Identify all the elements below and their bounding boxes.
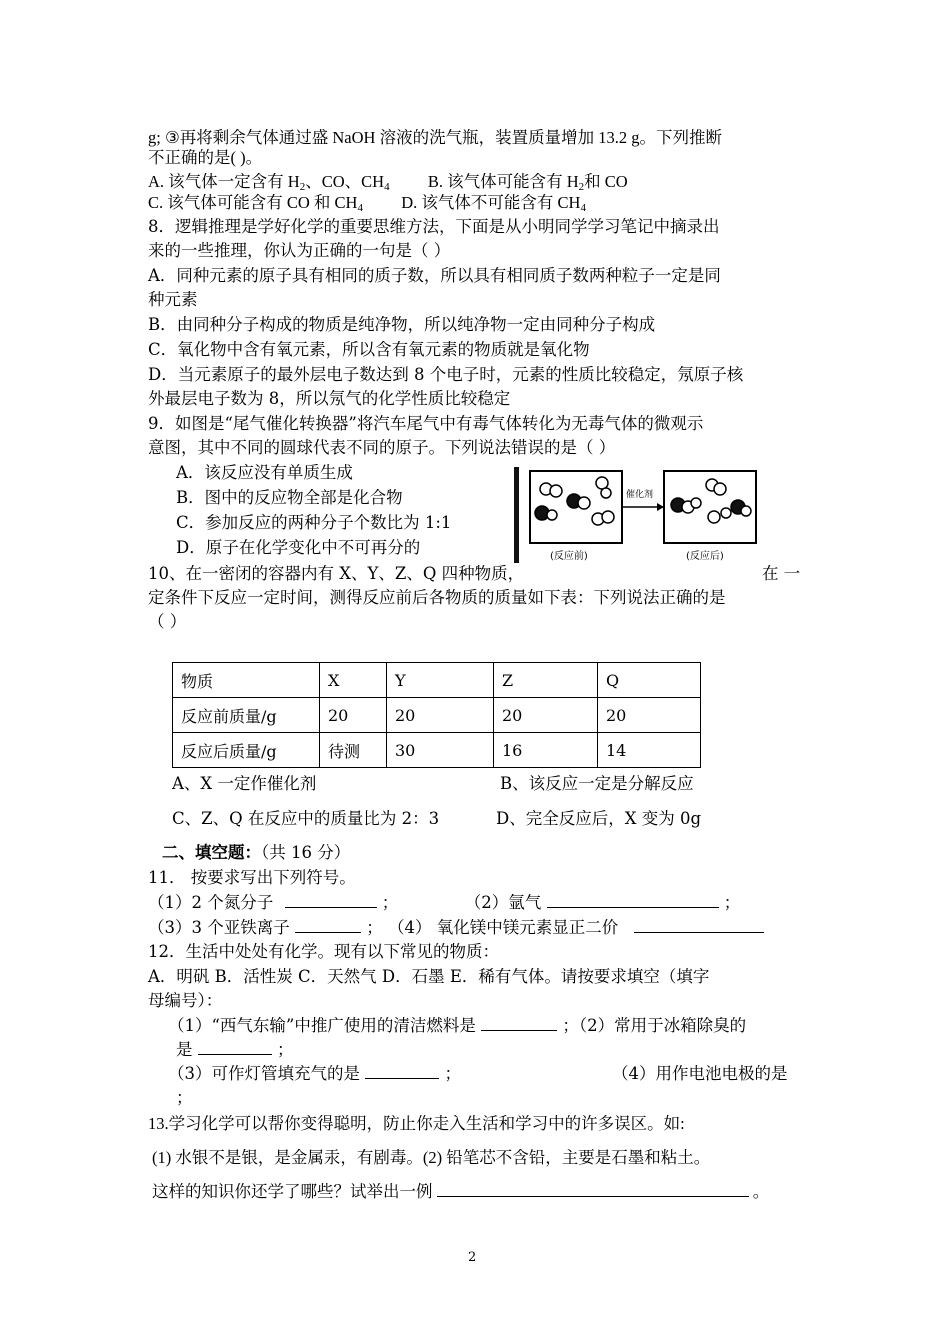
q8-option-a-2: 种元素	[148, 290, 198, 309]
before-label: (反应前)	[550, 551, 588, 562]
q11-part-3: （3）3 个亚铁离子	[148, 918, 290, 937]
q13-stem: 13.学习化学可以帮你变得聪明，防止你走入生活和学习中的许多误区。如:	[148, 1114, 685, 1133]
table-header-cell: X	[320, 663, 387, 698]
q7-option-d: D. 该气体不可能含有 $CH_4$	[401, 193, 586, 214]
q8-option-b: B．由同种分子构成的物质是纯净物，所以纯净物一定由同种分子构成	[148, 315, 656, 334]
q11-blank-4[interactable]	[634, 918, 764, 933]
table-header-cell: Z	[494, 663, 598, 698]
q12-semicolon: ；	[444, 1064, 461, 1083]
q12-row-3	[168, 1064, 461, 1084]
q10-stem-1: 10、在一密闭的容器内有 X、Y、Z、Q 四种物质，	[148, 564, 525, 583]
section-2-heading	[162, 843, 350, 863]
q11-part-1: （1）2 个氮分子	[148, 893, 274, 912]
q12-part-1: （1）“西气东输”中推广使用的清洁燃料是	[168, 1016, 476, 1035]
q12-options-cont: 母编号）：	[148, 991, 223, 1010]
catalytic-converter-figure	[514, 467, 762, 563]
q10-stem-3: （ ）	[148, 612, 187, 631]
table-cell: 16	[494, 733, 598, 768]
table-cell: 待测	[320, 733, 387, 768]
q7-line2: 不正确的是( )。	[148, 148, 263, 167]
q10-option-b: B、该反应一定是分解反应	[500, 774, 694, 793]
q7-options-ab	[148, 172, 628, 192]
q11-blank-3[interactable]	[295, 918, 361, 933]
q11-blank-2[interactable]	[547, 893, 719, 908]
q12-blank-1[interactable]	[481, 1016, 557, 1031]
after-molecules	[671, 479, 751, 523]
q7-option-a: A. 该气体一定含有 $H_2$、CO、$CH_4$	[148, 172, 390, 193]
q12-stem: 12．生活中处处有化学。现有以下常见的物质：	[148, 942, 499, 961]
table-cell: 20	[598, 698, 701, 733]
q13-prompt-text: 这样的知识你还学了哪些？试举出一例	[152, 1182, 433, 1201]
q12-blank-3[interactable]	[365, 1064, 439, 1079]
q11-blank-1[interactable]	[285, 893, 377, 908]
q10-option-a: A、X 一定作催化剂	[172, 774, 317, 793]
q11-semicolon: ；	[366, 918, 383, 937]
mass-table	[172, 662, 701, 768]
q9-option-d: D．原子在化学变化中不可再分的	[176, 538, 421, 557]
q9-stem-2: 意图，其中不同的圆球代表不同的原子。下列说法错误的是（ ）	[148, 438, 616, 457]
q11-row-1	[148, 893, 740, 913]
q12-blank-2[interactable]	[198, 1040, 272, 1055]
table-cell: 20	[494, 698, 598, 733]
q11-part-4: （4） 氧化镁中镁元素显正二价	[388, 918, 619, 937]
q10-option-c: C、Z、Q 在反应中的质量比为 2：3	[172, 809, 440, 828]
figure-left-bar	[514, 467, 519, 563]
q12-semicolon: ；	[277, 1040, 294, 1059]
table-cell: 20	[320, 698, 387, 733]
table-cell: 反应前质量/g	[173, 698, 320, 733]
q8-option-c: C．氧化物中含有氧元素，所以含有氧元素的物质就是氧化物	[148, 340, 590, 359]
table-cell: 30	[387, 733, 494, 768]
table-header-cell: Q	[598, 663, 701, 698]
q7-option-b: B. 该气体可能含有 $H_2$和 CO	[427, 172, 628, 193]
q12-part-4: （4）用作电池电极的是	[612, 1064, 788, 1083]
q10-stem-1-right: 在 一	[762, 564, 801, 583]
q8-stem-1: 8．逻辑推理是学好化学的重要思维方法，下面是从小明同学学习笔记中摘录出	[148, 217, 720, 236]
q11-row-2	[148, 918, 764, 938]
q13-examples: (1) 水银不是银，是金属汞，有剧毒。(2) 铅笔芯不含铅，主要是石墨和粘土。	[152, 1148, 711, 1167]
before-molecules	[535, 477, 614, 525]
table-cell: 反应后质量/g	[173, 733, 320, 768]
section-2-title: 二、填空题：	[162, 843, 261, 862]
q12-options: A．明矾 B．活性炭 C．天然气 D．石墨 E．稀有气体。请按要求填空（填字	[148, 967, 710, 986]
arrow-head	[657, 503, 664, 511]
q13-prompt	[152, 1182, 769, 1202]
q12-semicolon-end: ；	[176, 1088, 193, 1107]
q12-row-1	[168, 1016, 746, 1036]
q11-stem: 11． 按要求写出下列符号。	[148, 868, 356, 887]
q11-part-2: （2）氩气	[464, 893, 542, 912]
q11-semicolon: ；	[381, 893, 399, 912]
q12-part-2: ；（2）常用于冰箱除臭的	[562, 1016, 747, 1035]
table-cell: 14	[598, 733, 701, 768]
q12-part-2-cont: 是	[176, 1040, 193, 1059]
table-header-row	[173, 663, 701, 698]
after-label: (反应后)	[686, 551, 724, 562]
q7-options-cd	[148, 193, 586, 213]
q12-part-3: （3）可作灯管填充气的是	[168, 1064, 360, 1083]
table-cell: 20	[387, 698, 494, 733]
q10-stem-2: 定条件下反应一定时间，测得反应前后各物质的质量如下表：下列说法正确的是	[148, 588, 726, 607]
q11-semicolon: ；	[723, 893, 741, 912]
table-row	[173, 733, 701, 768]
q9-option-b: B．图中的反应物全部是化合物	[176, 488, 403, 507]
q8-option-d-1: D．当元素原子的最外层电子数达到 8 个电子时，元素的性质比较稳定，氖原子核	[148, 365, 744, 384]
q8-stem-2: 来的一些推理，你认为正确的一句是（ ）	[148, 241, 451, 260]
table-header-cell: Y	[387, 663, 494, 698]
q9-stem-1: 9．如图是“尾气催化转换器”将汽车尾气中有毒气体转化为无毒气体的微观示	[148, 414, 704, 433]
q7-option-c: C. 该气体可能含有 CO 和 $CH_4$	[148, 193, 363, 214]
table-header-cell: 物质	[173, 663, 320, 698]
q13-blank[interactable]	[437, 1182, 749, 1197]
q10-option-d: D、完全反应后，X 变为 0g	[496, 809, 702, 828]
table-row	[173, 698, 701, 733]
q9-option-a: A．该反应没有单质生成	[176, 463, 353, 482]
catalyst-label: 催化剂	[626, 490, 654, 500]
q8-option-d-2: 外最层电子数为 8，所以氖气的化学性质比较稳定	[148, 389, 511, 408]
q13-period: 。	[752, 1182, 770, 1201]
q9-option-c: C．参加反应的两种分子个数比为 1:1	[176, 513, 452, 532]
page-number: 2	[468, 1250, 477, 1265]
q7-line1: g; ③再将剩余气体通过盛 NaOH 溶液的洗气瓶，装置质量增加 13.2 g。下列推断	[148, 128, 722, 147]
q8-option-a-1: A．同种元素的原子具有相同的质子数，所以具有相同质子数两种粒子一定是同	[148, 266, 721, 285]
section-2-points: （共 16 分）	[261, 843, 351, 862]
q12-row-2	[176, 1040, 294, 1060]
